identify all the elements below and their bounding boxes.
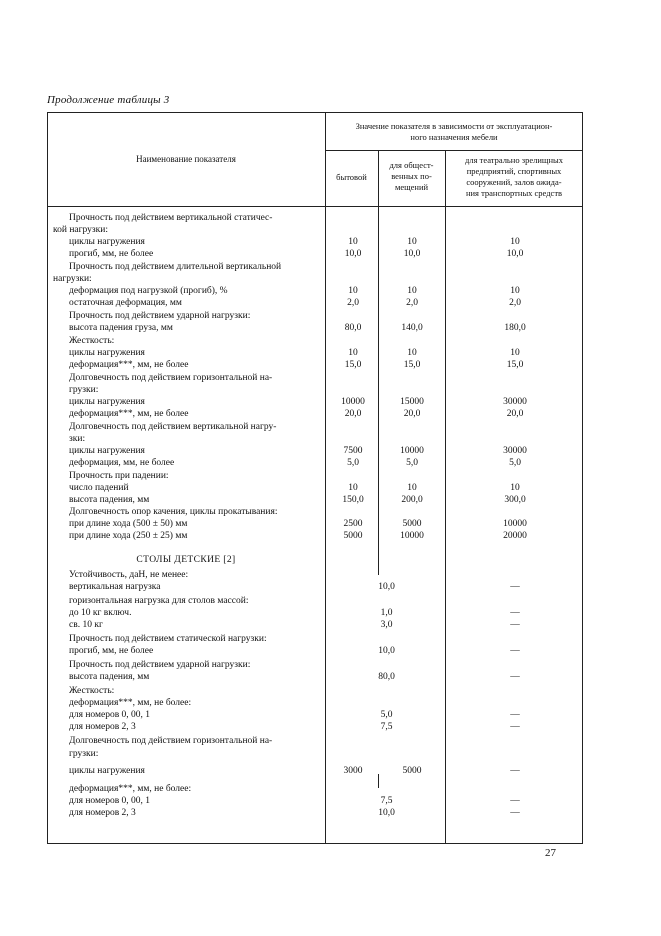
- value-c3: 10,0: [506, 249, 524, 259]
- value-c3: —: [510, 796, 520, 806]
- table-row: [47, 554, 583, 566]
- indicator-name: циклы нагружения: [69, 237, 145, 247]
- table-row: [47, 248, 583, 260]
- header-col3-line2: предприятий, спортивных: [466, 166, 562, 176]
- value-c1: 150,0: [342, 495, 364, 505]
- indicator-name: при длине хода (500 ± 50) мм: [69, 519, 188, 529]
- value-c3: —: [510, 608, 520, 618]
- value-c3: 180,0: [504, 323, 526, 333]
- indicator-name: деформация***, мм, не более:: [69, 698, 192, 708]
- header-col3-line3: сооружений, залов ожида-: [466, 177, 562, 187]
- indicator-name: зки:: [69, 434, 86, 444]
- data-table: [47, 112, 583, 844]
- value-c2: 2,0: [406, 298, 418, 308]
- value-c2: 140,0: [401, 323, 423, 333]
- indicator-name: Жесткость:: [69, 336, 115, 346]
- header-name-column: Наименование показателя: [136, 154, 236, 164]
- value-c1: 2,0: [347, 298, 359, 308]
- table-top-border: [47, 112, 583, 113]
- indicator-name: грузки:: [69, 749, 99, 759]
- indicator-name: грузки:: [69, 385, 99, 395]
- table-row: [47, 709, 583, 721]
- indicator-name: высота падения, мм: [69, 672, 150, 682]
- indicator-name: деформация***, мм, не более: [69, 360, 189, 370]
- value-c3: —: [510, 710, 520, 720]
- indicator-name: прогиб, мм, не более: [69, 249, 154, 259]
- value-c1: 2500: [343, 519, 363, 529]
- value-c2: 10: [407, 483, 417, 493]
- group-header-divider: [325, 150, 583, 151]
- table-row: [47, 396, 583, 408]
- value-c2: 10: [407, 237, 417, 247]
- table-bottom-border: [47, 843, 583, 844]
- value-c3: —: [510, 808, 520, 818]
- table-row: [47, 783, 583, 795]
- indicator-name: Устойчивость, даН, не менее:: [69, 570, 189, 580]
- table-row: [47, 795, 583, 807]
- value-cm: 7,5: [380, 796, 393, 806]
- indicator-name: для номеров 0, 00, 1: [69, 796, 151, 806]
- table-row: [47, 748, 583, 760]
- table-row: [47, 607, 583, 619]
- value-c2: 20,0: [403, 409, 421, 419]
- table-row: [47, 494, 583, 506]
- table-row: [47, 470, 583, 482]
- table-row: [47, 408, 583, 420]
- indicator-name: Долговечность под действием горизонтальной на-: [69, 373, 273, 383]
- indicator-name: горизонтальная нагрузка для столов массой:: [69, 596, 249, 606]
- table-row: [47, 236, 583, 248]
- header-bottom-border: [47, 206, 583, 207]
- value-c2: 5,0: [406, 458, 418, 468]
- indicator-name: нагрузки:: [53, 274, 92, 284]
- value-cm: 10,0: [378, 582, 395, 592]
- indicator-name: циклы нагружения: [69, 397, 145, 407]
- value-c1: 20,0: [344, 409, 362, 419]
- indicator-name: деформация под нагрузкой (прогиб), %: [69, 286, 228, 296]
- indicator-name: для номеров 2, 3: [69, 722, 136, 732]
- value-c3: —: [510, 722, 520, 732]
- value-c3: 20000: [503, 531, 527, 541]
- value-c3: 2,0: [509, 298, 521, 308]
- indicator-name: деформация***, мм, не более:: [69, 784, 192, 794]
- header-col3-line4: ния транспортных средств: [465, 188, 563, 198]
- indicator-name: Жесткость:: [69, 686, 115, 696]
- table-row: [47, 322, 583, 334]
- table-row: [47, 310, 583, 322]
- table-row: [47, 372, 583, 384]
- header-col2-line2: венных по-: [391, 171, 432, 181]
- table-row: [47, 581, 583, 593]
- indicator-name: циклы нагружения: [69, 348, 145, 358]
- indicator-name: Долговечность под действием вертикальной нагру-: [69, 422, 277, 432]
- value-c1: 80,0: [344, 323, 362, 333]
- table-row: [47, 506, 583, 518]
- indicator-name: для номеров 2, 3: [69, 808, 136, 818]
- value-cm: 3,0: [380, 620, 393, 630]
- table-caption: Продолжение таблицы 3: [47, 94, 170, 106]
- value-c2: 200,0: [401, 495, 423, 505]
- table-row: [47, 697, 583, 709]
- value-c2: 15000: [400, 397, 424, 407]
- value-c3: 5,0: [509, 458, 521, 468]
- header-col1: бытовой: [336, 172, 367, 182]
- table-row: [47, 335, 583, 347]
- indicator-name: для номеров 0, 00, 1: [69, 710, 151, 720]
- table-row: [47, 212, 583, 224]
- table-row: [47, 645, 583, 657]
- value-cm: 1,0: [380, 608, 393, 618]
- table-row: [47, 518, 583, 530]
- value-c3: —: [510, 646, 520, 656]
- value-cm: 7,5: [380, 722, 393, 732]
- value-c2: 10,0: [403, 249, 421, 259]
- indicator-name: деформация, мм, не более: [69, 458, 175, 468]
- value-c1: 10: [348, 237, 358, 247]
- value-c1: 7500: [343, 446, 363, 456]
- value-c3: 30000: [503, 446, 527, 456]
- page-number: 27: [545, 847, 556, 859]
- table-row: [47, 297, 583, 309]
- value-c2: 5000: [402, 766, 422, 776]
- value-c2: 10000: [400, 446, 424, 456]
- value-c3: 10: [510, 348, 520, 358]
- indicator-name: высота падения груза, мм: [69, 323, 173, 333]
- indicator-name: Долговечность под действием горизонтальной на-: [69, 736, 273, 746]
- table-row: [47, 671, 583, 683]
- value-c3: 15,0: [506, 360, 524, 370]
- value-c2: 10: [407, 348, 417, 358]
- value-c2: 15,0: [403, 360, 421, 370]
- indicator-name: прогиб, мм, не более: [69, 646, 154, 656]
- value-c1: 10: [348, 348, 358, 358]
- value-c1: 3000: [343, 766, 363, 776]
- indicator-name: вертикальная нагрузка: [69, 582, 161, 592]
- indicator-name: Прочность под действием статической нагрузки:: [69, 634, 267, 644]
- indicator-name: кой нагрузки:: [53, 225, 109, 235]
- indicator-name: число падений: [69, 483, 129, 493]
- indicator-name: при длине хода (250 ± 25) мм: [69, 531, 188, 541]
- indicator-name: Прочность под действием вертикальной статичес-: [69, 213, 273, 223]
- value-c3: 10: [510, 483, 520, 493]
- table-row: [47, 721, 583, 733]
- indicator-name: остаточная деформация, мм: [69, 298, 182, 308]
- table-row: [47, 433, 583, 445]
- value-c2: 10: [407, 286, 417, 296]
- value-c3: 10: [510, 286, 520, 296]
- table-row: [47, 619, 583, 631]
- table-row: [47, 457, 583, 469]
- indicator-name: циклы нагружения: [69, 766, 145, 776]
- indicator-name: Прочность под действием ударной нагрузки:: [69, 660, 251, 670]
- value-c1: 10,0: [344, 249, 362, 259]
- indicator-name: Прочность при падении:: [69, 471, 169, 481]
- value-c3: 10: [510, 237, 520, 247]
- indicator-name: Долговечность опор качения, циклы прокатывания:: [69, 507, 278, 517]
- table-row: [47, 530, 583, 542]
- table-row: [47, 735, 583, 747]
- indicator-name: циклы нагружения: [69, 446, 145, 456]
- table-row: [47, 224, 583, 236]
- value-c3: —: [510, 766, 520, 776]
- value-c3: —: [510, 582, 520, 592]
- value-cm: 10,0: [378, 646, 395, 656]
- value-cm: 5,0: [380, 710, 393, 720]
- value-c1: 10: [348, 286, 358, 296]
- table-row: [47, 685, 583, 697]
- header-group-line2: ного назначения мебели: [410, 132, 498, 142]
- value-c3: 20,0: [506, 409, 524, 419]
- indicator-name: св. 10 кг: [69, 620, 103, 630]
- value-c2: 10000: [400, 531, 424, 541]
- table-row: [47, 261, 583, 273]
- value-c3: 300,0: [504, 495, 526, 505]
- indicator-name: Прочность под действием длительной вертикальной: [69, 262, 282, 272]
- value-c1: 15,0: [344, 360, 362, 370]
- header-col3-line1: для театрально зрелищных: [465, 155, 563, 165]
- value-cm: 10,0: [378, 808, 395, 818]
- table-row: [47, 347, 583, 359]
- value-c3: —: [510, 620, 520, 630]
- value-c1: 10000: [341, 397, 365, 407]
- table-row: [47, 273, 583, 285]
- table-row: [47, 384, 583, 396]
- header-group-line1: Значение показателя в зависимости от эксплуатацион-: [355, 121, 553, 131]
- value-c2: 5000: [402, 519, 422, 529]
- section-heading: СТОЛЫ ДЕТСКИЕ [2]: [136, 555, 236, 565]
- indicator-name: Прочность под действием ударной нагрузки:: [69, 311, 251, 321]
- header-col2-line3: мещений: [394, 182, 429, 192]
- table-row: [47, 569, 583, 581]
- table-row: [47, 595, 583, 607]
- table-row: [47, 285, 583, 297]
- value-c1: 10: [348, 483, 358, 493]
- table-row: [47, 421, 583, 433]
- indicator-name: до 10 кг включ.: [69, 608, 132, 618]
- value-c3: —: [510, 672, 520, 682]
- table-row: [47, 482, 583, 494]
- value-c3: 10000: [503, 519, 527, 529]
- table-row: [47, 359, 583, 371]
- header-col2-line1: для общест-: [389, 160, 434, 170]
- table-row: [47, 659, 583, 671]
- table-row: [47, 765, 583, 777]
- value-c3: 30000: [503, 397, 527, 407]
- value-c1: 5,0: [347, 458, 359, 468]
- value-c1: 5000: [343, 531, 363, 541]
- table-row: [47, 445, 583, 457]
- indicator-name: деформация***, мм, не более: [69, 409, 189, 419]
- indicator-name: высота падения, мм: [69, 495, 150, 505]
- table-row: [47, 633, 583, 645]
- table-row: [47, 807, 583, 819]
- value-cm: 80,0: [378, 672, 395, 682]
